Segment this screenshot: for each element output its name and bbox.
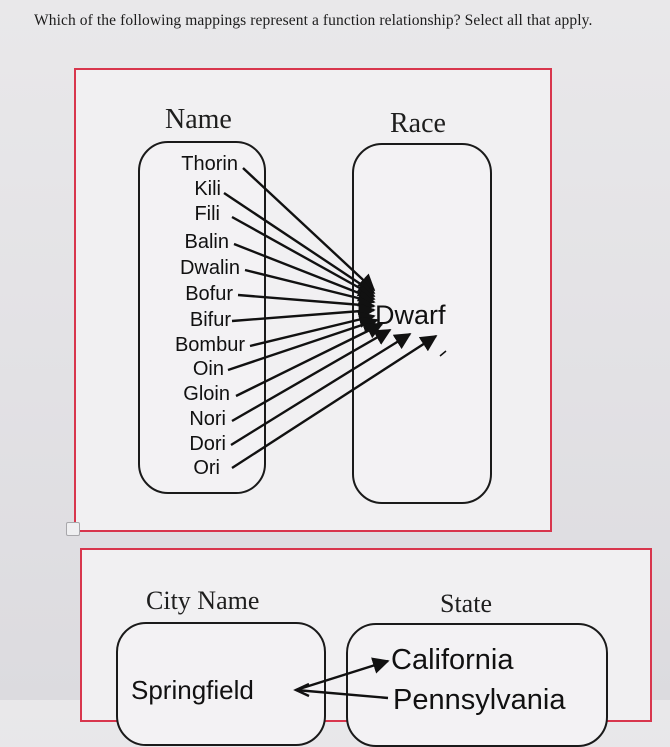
name-column-title: Name [165, 104, 232, 135]
name-item-fili: Fili [194, 203, 220, 225]
name-item-balin: Balin [184, 231, 229, 253]
state-item-california: California [391, 644, 514, 676]
name-item-gloin: Gloin [183, 383, 230, 405]
city-column-title: City Name [146, 586, 260, 615]
question-text: Which of the following mappings represent a function relationship? Select all that apply. [34, 12, 593, 29]
name-item-thorin: Thorin [181, 153, 238, 175]
name-item-dori: Dori [189, 433, 226, 455]
name-item-bofur: Bofur [185, 283, 233, 305]
name-item-ori: Ori [193, 457, 220, 479]
name-item-dwalin: Dwalin [179, 257, 240, 279]
name-item-bifur: Bifur [189, 309, 231, 331]
state-item-pennsylvania: Pennsylvania [393, 684, 566, 716]
race-column-title: Race [390, 108, 446, 139]
name-item-oin: Oin [192, 358, 224, 380]
arrow-springfield-pennsylvania [296, 690, 388, 698]
state-column-title: State [440, 589, 492, 618]
race-item-dwarf: Dwarf [375, 300, 446, 330]
arrow-springfield-california [296, 661, 388, 690]
name-item-nori: Nori [189, 408, 226, 430]
city-item-springfield: Springfield [131, 675, 254, 705]
name-item-bombur: Bombur [174, 334, 245, 356]
name-item-kili: Kili [194, 178, 221, 200]
